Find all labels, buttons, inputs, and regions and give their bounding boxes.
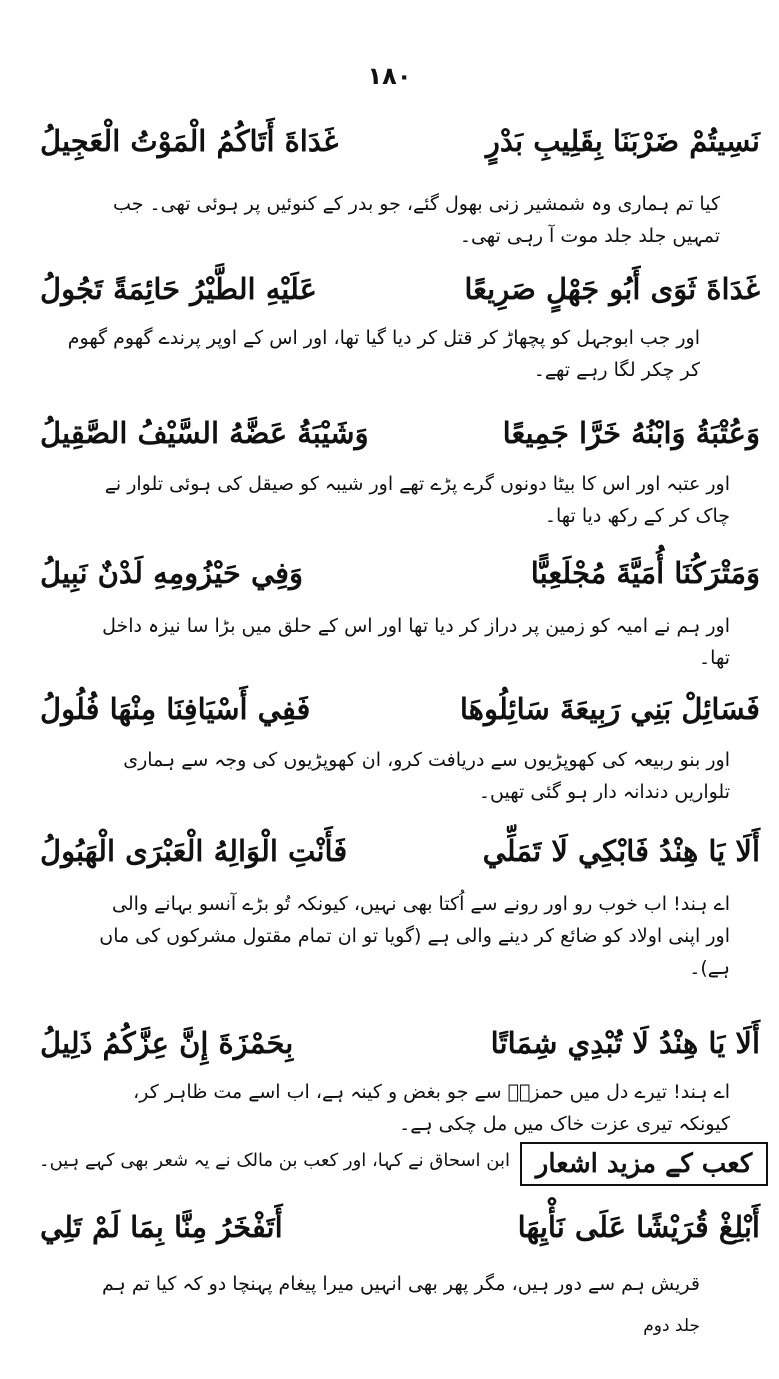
verse-1-translation: کیا تم ہماری وہ شمشیر زنی بھول گئے، جو بدر کے کنوئیں پر ہوئی تھی۔ جب تمہیں جلد جلد موت آ رہی تھی۔: [113, 193, 720, 247]
verse-7-second-hemistich: بِحَمْزَةَ إِنَّ عِزَّكُمُ ذَلِيلُ: [40, 1026, 294, 1060]
page-number: ۱۸۰: [367, 62, 412, 90]
verse-1-second-hemistich: غَدَاةَ أَتَاكُمُ الْمَوْتُ الْعَجِيلُ: [40, 124, 339, 158]
arabic-verse-7: [40, 1026, 760, 1060]
section-heading-box: [520, 1142, 768, 1186]
verse-6-second-hemistich: فَأَنْتِ الْوَالِهُ الْعَبْرَى الْهَبُولُ: [40, 834, 348, 868]
verse-5-second-hemistich: فَفِي أَسْيَافِنَا مِنْهَا فُلُولُ: [40, 692, 311, 726]
verse-2-first-hemistich: غَدَاةَ ثَوَى أَبُو جَهْلٍ صَرِيعًا: [464, 272, 760, 306]
verse-4-translation: اور ہم نے امیہ کو زمین پر دراز کر دیا تھا اور اس کے حلق میں بڑا سا نیزہ داخل تھا۔: [102, 615, 730, 669]
verse-3-second-hemistich: وَشَيْبَةُ عَضَّهُ السَّيْفُ الصَّقِيلُ: [40, 416, 369, 450]
verse-3-translation: اور عتبہ اور اس کا بیٹا دونوں گرے پڑے تھے اور شیبہ کو صیقل کی ہوئی تلوار نے چاک کر کے رکھ دیا تھا۔: [104, 473, 730, 527]
section-intro: ابن اسحاق نے کہا، اور کعب بن مالک نے یہ شعر بھی کہے ہیں۔: [39, 1150, 510, 1171]
arabic-verse-6: [40, 834, 760, 868]
verse-5-first-hemistich: فَسَائِلْ بَنِي رَبِيعَةَ سَائِلُوهَا: [459, 692, 760, 726]
arabic-verse-3: [40, 416, 760, 450]
verse-8-second-hemistich: أَتَفْخَرُ مِنَّا بِمَا لَمْ تَلِي: [40, 1210, 283, 1244]
arabic-verse-2: [40, 272, 760, 306]
verse-7-first-hemistich: أَلَا يَا هِنْدُ لَا تُبْدِي شِمَاتًا: [490, 1026, 760, 1060]
verse-8-translation: قریش ہم سے دور ہیں، مگر پھر بھی انہیں میرا پیغام پہنچا دو کہ کیا تم ہم: [102, 1273, 700, 1295]
arabic-verse-5: [40, 692, 760, 726]
verse-4-second-hemistich: وَفِي حَيْزُومِهِ لَدْنٌ نَبِيلُ: [40, 556, 303, 590]
verse-5-translation: اور بنو ربیعہ کی کھوپڑیوں سے دریافت کرو، ان کھوپڑیوں کی وجہ سے ہماری تلواریں دندانہ دار ہو گئی تھیں۔: [123, 749, 730, 803]
verse-7-translation: اے ہند! تیرے دل میں حمزہؓ سے جو بغض و کینہ ہے، اب اسے مت ظاہر کر، کیونکہ تیری عزت خاک میں مل چکی ہے۔: [133, 1081, 730, 1135]
volume-footer: جلد دوم: [643, 1316, 700, 1336]
arabic-verse-4: [40, 556, 760, 590]
verse-8-first-hemistich: أَبْلِغْ قُرَيْشًا عَلَى نَأْيِهَا: [517, 1210, 760, 1244]
verse-2-second-hemistich: عَلَيْهِ الطَّيْرُ حَائِمَةً تَجُولُ: [40, 272, 317, 306]
verse-1-first-hemistich: نَسِيتُمْ ضَرْبَنَا بِقَلِيبِ بَدْرٍ: [485, 124, 760, 158]
arabic-verse-1: [40, 124, 760, 158]
verse-6-translation: اے ہند! اب خوب رو اور رونے سے اُکتا بھی نہیں، کیونکہ تُو بڑے آنسو بہانے والی اور اپنی اولاد کو ضائع کر دینے والی ہے (گویا تو ان تمام مقتول مشرکوں کی ماں ہے)۔: [99, 893, 730, 979]
verse-2-translation: اور جب ابوجہل کو پچھاڑ کر قتل کر دیا گیا تھا، اور اس کے اوپر پرندے گھوم گھوم کر چکر لگا رہے تھے۔: [67, 327, 700, 381]
verse-6-first-hemistich: أَلَا يَا هِنْدُ فَابْكِي لَا تَمَلِّي: [482, 834, 760, 868]
section-heading: کعب کے مزید اشعار: [535, 1149, 753, 1179]
arabic-verse-8: [40, 1210, 760, 1244]
verse-3-first-hemistich: وَعُتْبَةُ وَابْنُهُ خَرَّا جَمِيعًا: [502, 416, 760, 450]
verse-4-first-hemistich: وَمَتْرَكُنَا أُمَيَّةَ مُجْلَعِبًّا: [530, 556, 760, 590]
